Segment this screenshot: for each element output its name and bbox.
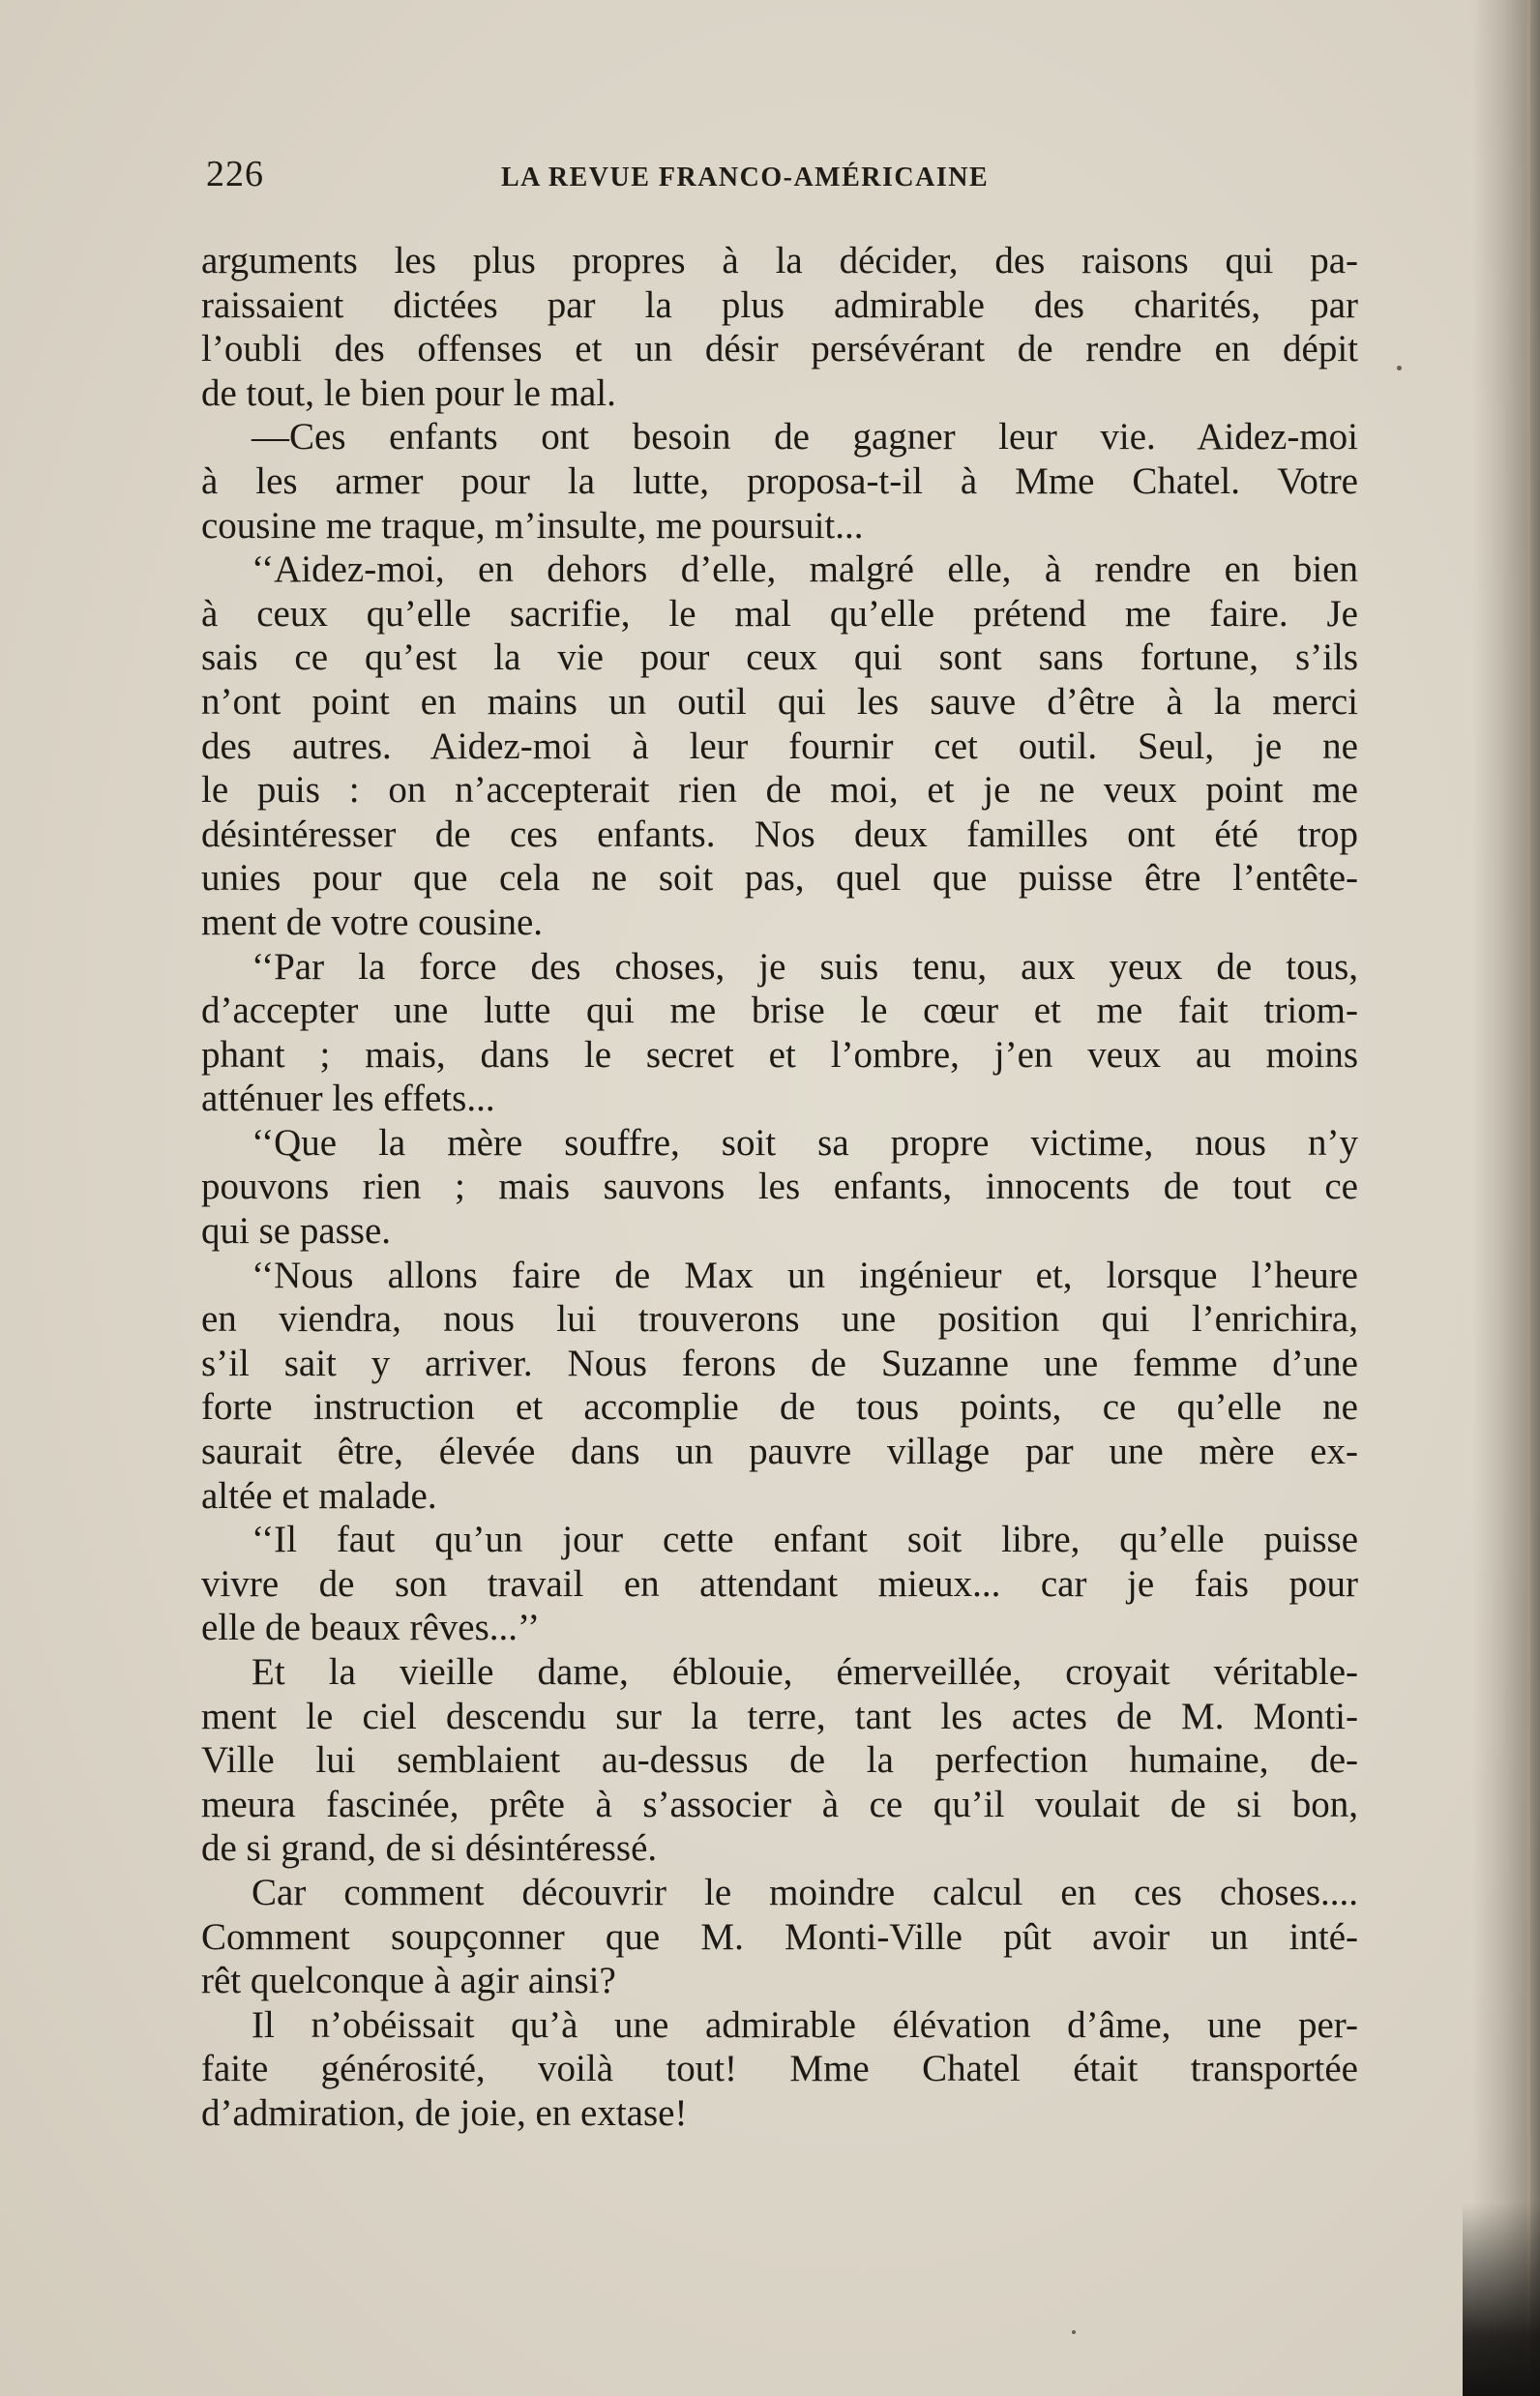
text-line: désintéresser de ces enfants. Nos deux familles ont été trop bbox=[201, 813, 1358, 855]
text-line: meura fascinée, prête à s’associer à ce qu’il voulait de si bon, bbox=[201, 1783, 1358, 1825]
ink-speck bbox=[1397, 366, 1402, 370]
paragraph bbox=[201, 415, 1358, 547]
text-line: à ceux qu’elle sacrifie, le mal qu’elle prétend me faire. Je bbox=[201, 592, 1358, 635]
paragraph bbox=[201, 1871, 1358, 2003]
paragraph bbox=[201, 2003, 1358, 2136]
text-line: pouvons rien ; mais sauvons les enfants, innocents de tout ce bbox=[201, 1166, 1358, 1208]
text-line: l’oubli des offenses et un désir persévérant de rendre en dépit bbox=[201, 328, 1358, 370]
text-line: s’il sait y arriver. Nous ferons de Suzanne une femme d’une bbox=[201, 1342, 1358, 1384]
text-line: le puis : on n’accepterait rien de moi, et je ne veux point me bbox=[201, 769, 1358, 812]
text-line: saurait être, élevée dans un pauvre village par une mère ex- bbox=[201, 1431, 1358, 1473]
paragraph bbox=[201, 945, 1358, 1121]
text-line: de tout, le bien pour le mal. bbox=[201, 371, 616, 414]
running-head: LA REVUE FRANCO-AMÉRICAINE bbox=[501, 163, 990, 192]
text-line: ‘‘Aidez-moi, en dehors d’elle, malgré elle, à rendre en bien bbox=[252, 548, 1358, 591]
text-line: Ville lui semblaient au-dessus de la perfection humaine, de- bbox=[201, 1739, 1358, 1782]
paragraph bbox=[201, 1121, 1358, 1254]
page-number: 226 bbox=[206, 154, 264, 194]
text-line: —Ces enfants ont besoin de gagner leur vie. Aidez-moi bbox=[252, 416, 1358, 458]
paragraph bbox=[201, 1254, 1358, 1519]
paragraph bbox=[201, 1518, 1358, 1650]
paragraph bbox=[201, 1650, 1358, 1871]
paragraph bbox=[201, 239, 1358, 415]
text-line: ‘‘Par la force des choses, je suis tenu, aux yeux de tous, bbox=[252, 945, 1358, 988]
text-line: qui se passe. bbox=[201, 1210, 392, 1253]
text-line: ‘‘Il faut qu’un jour cette enfant soit libre, qu’elle puisse bbox=[252, 1519, 1358, 1561]
text-line: atténuer les effets... bbox=[201, 1078, 495, 1120]
body-text bbox=[201, 239, 1358, 2136]
page-header bbox=[206, 153, 1348, 201]
text-line: ment le ciel descendu sur la terre, tant les actes de M. Monti- bbox=[201, 1695, 1358, 1737]
text-line: des autres. Aidez-moi à leur fournir cet outil. Seul, je ne bbox=[201, 725, 1358, 767]
text-line: raissaient dictées par la plus admirable des charités, par bbox=[201, 283, 1358, 326]
text-line: unies pour que cela ne soit pas, quel que puisse être l’entête- bbox=[201, 857, 1358, 900]
text-line: en viendra, nous lui trouverons une position qui l’enrichira, bbox=[201, 1298, 1358, 1341]
text-line: cousine me traque, m’insulte, me poursuit... bbox=[201, 504, 864, 547]
text-line: Il n’obéissait qu’à une admirable élévation d’âme, une per- bbox=[252, 2003, 1358, 2046]
ink-speck bbox=[1072, 2330, 1076, 2334]
text-line: rêt quelconque à agir ainsi? bbox=[201, 1960, 616, 2002]
text-line: ment de votre cousine. bbox=[201, 901, 544, 943]
page-corner-shadow bbox=[1463, 2203, 1540, 2396]
text-line: Comment soupçonner que M. Monti-Ville pût avoir un inté- bbox=[201, 1915, 1358, 1958]
text-line: à les armer pour la lutte, proposa-t-il à Mme Chatel. Votre bbox=[201, 459, 1358, 502]
paragraph bbox=[201, 547, 1358, 944]
text-line: elle de beaux rêves...’’ bbox=[201, 1607, 541, 1649]
text-line: n’ont point en mains un outil qui les sauve d’être à la merci bbox=[201, 680, 1358, 723]
text-line: forte instruction et accomplie de tous points, ce qu’elle ne bbox=[201, 1386, 1358, 1429]
text-line: ‘‘Nous allons faire de Max un ingénieur et, lorsque l’heure bbox=[252, 1254, 1358, 1296]
text-line: sais ce qu’est la vie pour ceux qui sont sans fortune, s’ils bbox=[201, 636, 1358, 679]
text-line: d’admiration, de joie, en extase! bbox=[201, 2091, 688, 2134]
text-line: d’accepter une lutte qui me brise le cœur et me fait triom- bbox=[201, 990, 1358, 1032]
text-line: Car comment découvrir le moindre calcul en ces choses.... bbox=[252, 1871, 1358, 1913]
text-line: de si grand, de si désintéressé. bbox=[201, 1827, 658, 1870]
text-line: Et la vieille dame, éblouie, émerveillée, croyait véritable- bbox=[252, 1651, 1358, 1693]
page-edge-line bbox=[1526, 0, 1530, 2396]
text-line: phant ; mais, dans le secret et l’ombre, j’en veux au moins bbox=[201, 1033, 1358, 1076]
text-line: altée et malade. bbox=[201, 1474, 437, 1517]
text-line: arguments les plus propres à la décider, des raisons qui pa- bbox=[201, 240, 1358, 281]
text-line: ‘‘Que la mère souffre, soit sa propre victime, nous n’y bbox=[252, 1121, 1358, 1164]
text-line: faite générosité, voilà tout! Mme Chatel était transportée bbox=[201, 2048, 1358, 2090]
text-line: vivre de son travail en attendant mieux... car je fais pour bbox=[201, 1562, 1358, 1605]
